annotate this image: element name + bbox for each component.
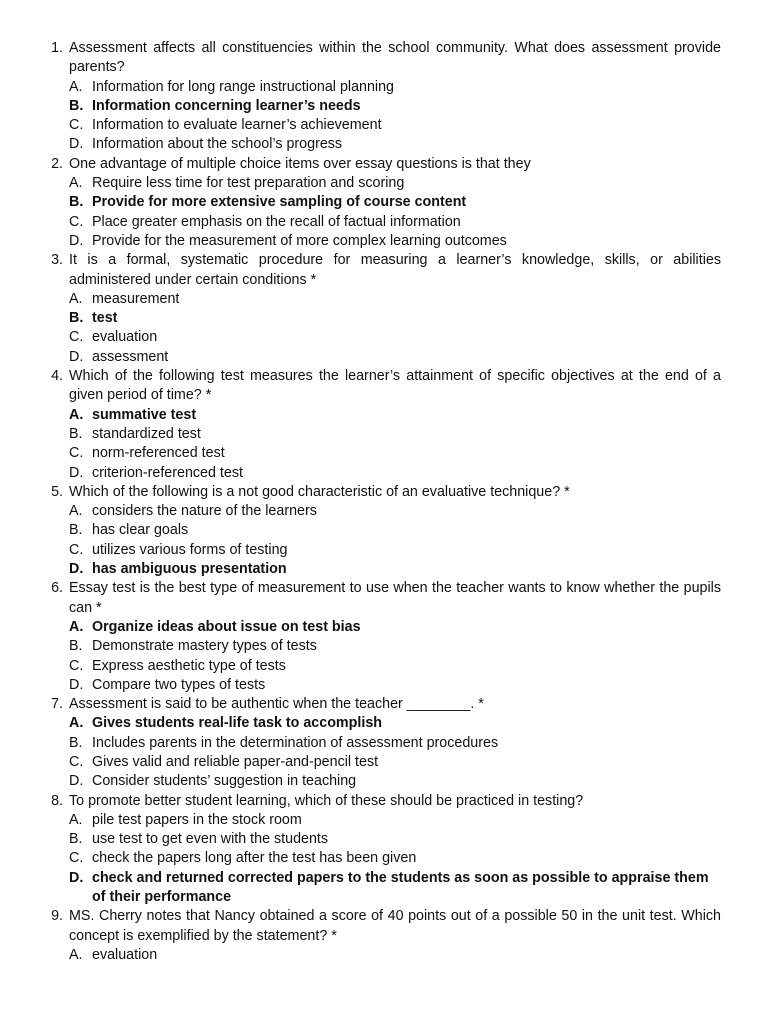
answer-options xyxy=(69,946,721,965)
option-letter: A. xyxy=(69,618,84,635)
option-text: Organize ideas about issue on test bias xyxy=(92,618,361,635)
answer-options xyxy=(69,618,721,695)
option-text: Gives valid and reliable paper-and-pencil test xyxy=(92,753,379,770)
correct-answer-option xyxy=(69,869,721,908)
answer-options xyxy=(69,714,721,791)
option-text: test xyxy=(92,310,118,327)
option-letter: B. xyxy=(69,425,83,442)
option-text: Demonstrate mastery types of tests xyxy=(92,638,317,655)
answer-option xyxy=(69,213,721,232)
question-6 xyxy=(0,579,768,695)
question-text: MS. Cherry notes that Nancy obtained a score of 40 points out of a possible 50 in the unit test. Which concept is exemplified by the statement? * xyxy=(69,908,721,944)
option-text: has clear goals xyxy=(92,522,189,539)
option-text: Place greater emphasis on the recall of factual information xyxy=(92,213,461,230)
option-text: utilizes various forms of testing xyxy=(92,541,288,558)
option-text: check the papers long after the test has been given xyxy=(92,850,417,867)
option-text: Information to evaluate learner’s achievement xyxy=(92,117,382,134)
question-8 xyxy=(0,792,768,908)
option-letter: A. xyxy=(69,175,83,192)
answer-option xyxy=(69,734,721,753)
option-letter: B. xyxy=(69,97,84,114)
option-text: Consider students’ suggestion in teaching xyxy=(92,773,357,790)
question-text: To promote better student learning, which of these should be practiced in testing? xyxy=(69,792,584,809)
option-letter: A. xyxy=(69,811,83,828)
question-number: 6. xyxy=(51,580,63,597)
answer-option xyxy=(69,135,721,154)
option-text: Information concerning learner’s needs xyxy=(92,97,361,114)
option-letter: A. xyxy=(69,946,83,963)
option-letter: A. xyxy=(69,406,84,423)
question-text: Which of the following is a not good characteristic of an evaluative technique? * xyxy=(69,483,570,500)
option-letter: C. xyxy=(69,329,84,346)
option-letter: C. xyxy=(69,213,84,230)
answer-option xyxy=(69,328,721,347)
answer-option xyxy=(69,116,721,135)
option-text: norm-referenced test xyxy=(92,445,225,462)
question-text: Assessment affects all constituencies within the school community. What does assessment provide parents? xyxy=(69,40,721,76)
question-number: 1. xyxy=(51,40,63,56)
question-4 xyxy=(0,367,768,483)
quiz-document xyxy=(0,39,768,965)
correct-answer-option xyxy=(69,560,721,579)
option-letter: D. xyxy=(69,348,84,365)
correct-answer-option xyxy=(69,714,721,733)
option-text: Provide for the measurement of more complex learning outcomes xyxy=(92,232,507,249)
answer-option xyxy=(69,425,721,444)
option-text: has ambiguous presentation xyxy=(92,561,287,578)
answer-option xyxy=(69,830,721,849)
question-number: 4. xyxy=(51,368,63,385)
option-letter: D. xyxy=(69,136,84,153)
answer-options xyxy=(69,502,721,579)
option-letter: C. xyxy=(69,117,84,134)
option-letter: B. xyxy=(69,522,83,539)
option-text: standardized test xyxy=(92,425,201,442)
option-letter: C. xyxy=(69,657,84,674)
option-text: Includes parents in the determination of assessment procedures xyxy=(92,734,499,751)
answer-option xyxy=(69,657,721,676)
answer-option xyxy=(69,290,721,309)
option-letter: B. xyxy=(69,194,84,211)
answer-options xyxy=(69,406,721,483)
correct-answer-option xyxy=(69,309,721,328)
answer-option xyxy=(69,502,721,521)
option-text: Gives students real-life task to accomplish xyxy=(92,715,383,732)
answer-options xyxy=(69,811,721,907)
option-letter: C. xyxy=(69,850,84,867)
answer-option xyxy=(69,772,721,791)
answer-option xyxy=(69,444,721,463)
option-text: use test to get even with the students xyxy=(92,831,329,848)
answer-option xyxy=(69,637,721,656)
answer-option xyxy=(69,174,721,193)
question-text: One advantage of multiple choice items over essay questions is that they xyxy=(69,155,531,172)
option-letter: C. xyxy=(69,445,84,462)
option-letter: B. xyxy=(69,734,83,751)
option-letter: C. xyxy=(69,541,84,558)
question-2 xyxy=(0,155,768,251)
option-text: summative test xyxy=(92,406,197,423)
question-text: Essay test is the best type of measurement to use when the teacher wants to know whether the pupils can * xyxy=(69,580,721,616)
option-letter: B. xyxy=(69,638,83,655)
answer-option xyxy=(69,464,721,483)
option-letter: A. xyxy=(69,503,83,520)
option-letter: D. xyxy=(69,676,84,693)
option-letter: D. xyxy=(69,232,84,249)
question-7 xyxy=(0,695,768,791)
option-text: measurement xyxy=(92,290,180,307)
question-text: Assessment is said to be authentic when the teacher ________. * xyxy=(69,696,484,713)
option-text: considers the nature of the learners xyxy=(92,503,317,520)
option-letter: D. xyxy=(69,773,84,790)
option-text: Information for long range instructional planning xyxy=(92,78,395,95)
answer-option xyxy=(69,753,721,772)
question-number: 3. xyxy=(51,252,63,269)
question-1 xyxy=(0,39,768,155)
question-3 xyxy=(0,251,768,367)
correct-answer-option xyxy=(69,97,721,116)
option-letter: D. xyxy=(69,869,84,886)
option-text: check and returned corrected papers to the students as soon as possible to appraise them of their performance xyxy=(92,869,709,906)
option-letter: D. xyxy=(69,561,84,578)
question-5 xyxy=(0,483,768,579)
option-text: Require less time for test preparation and scoring xyxy=(92,175,405,192)
option-text: criterion-referenced test xyxy=(92,464,243,481)
question-text: It is a formal, systematic procedure for measuring a learner’s knowledge, skills, or abilities administered under certain conditions * xyxy=(69,252,721,288)
option-letter: B. xyxy=(69,831,83,848)
answer-options xyxy=(69,174,721,251)
option-letter: A. xyxy=(69,290,83,307)
question-number: 5. xyxy=(51,483,63,500)
option-text: Compare two types of tests xyxy=(92,676,266,693)
answer-options xyxy=(69,290,721,367)
option-text: Information about the school’s progress xyxy=(92,136,343,153)
correct-answer-option xyxy=(69,193,721,212)
answer-option xyxy=(69,541,721,560)
option-text: evaluation xyxy=(92,329,158,346)
option-letter: D. xyxy=(69,464,84,481)
answer-options xyxy=(69,78,721,155)
answer-option xyxy=(69,521,721,540)
option-letter: C. xyxy=(69,753,84,770)
question-text: Which of the following test measures the learner’s attainment of specific objectives at the end of a given period of time? * xyxy=(69,368,721,404)
option-text: Provide for more extensive sampling of course content xyxy=(92,194,467,211)
correct-answer-option xyxy=(69,618,721,637)
option-letter: A. xyxy=(69,715,84,732)
option-text: Express aesthetic type of tests xyxy=(92,657,286,674)
option-letter: B. xyxy=(69,310,84,327)
option-letter: A. xyxy=(69,78,83,95)
answer-option xyxy=(69,348,721,367)
option-text: pile test papers in the stock room xyxy=(92,811,302,828)
question-number: 2. xyxy=(51,155,63,172)
answer-option xyxy=(69,811,721,830)
question-number: 9. xyxy=(51,908,63,925)
option-text: evaluation xyxy=(92,946,158,963)
correct-answer-option xyxy=(69,406,721,425)
answer-option xyxy=(69,232,721,251)
answer-option xyxy=(69,946,721,965)
question-9 xyxy=(0,907,768,965)
answer-option xyxy=(69,676,721,695)
answer-option xyxy=(69,78,721,97)
option-text: assessment xyxy=(92,348,169,365)
answer-option xyxy=(69,849,721,868)
question-number: 7. xyxy=(51,696,63,713)
question-number: 8. xyxy=(51,792,63,809)
